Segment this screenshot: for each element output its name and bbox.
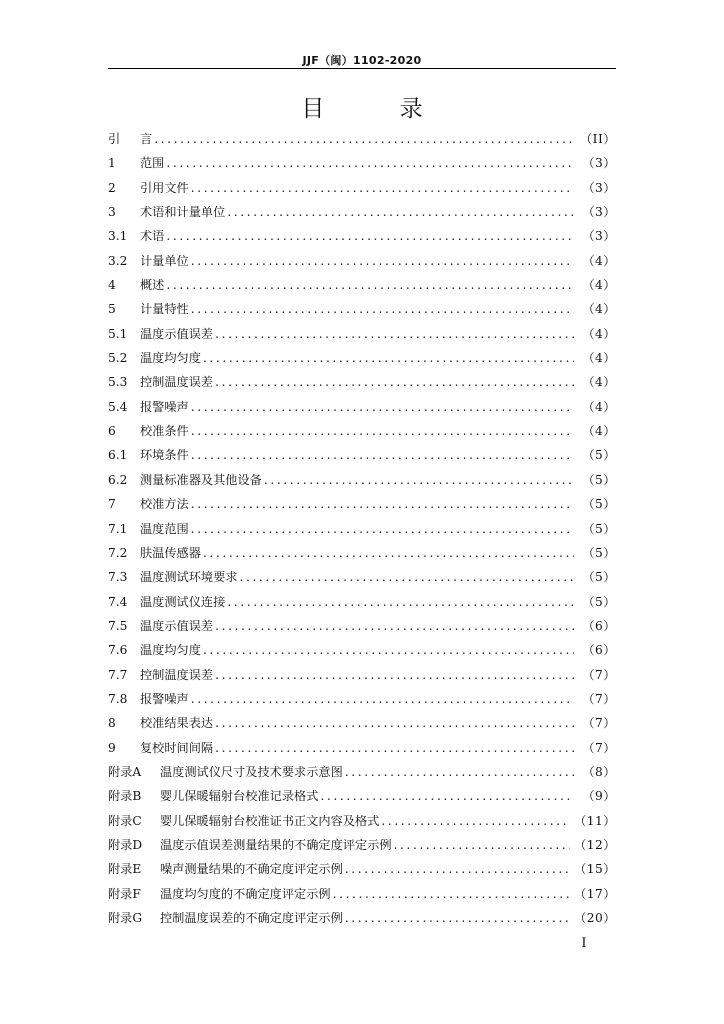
toc-entry-title: 概述 [140, 278, 165, 293]
toc-entry-page: （5） [582, 545, 616, 560]
toc-dot-leader [215, 736, 574, 760]
toc-entry-number: 3.2 [108, 253, 128, 268]
toc-entry[interactable] [108, 833, 616, 857]
toc-dot-leader [191, 517, 574, 541]
toc-entry-page: （6） [582, 643, 616, 658]
toc-entry-number: 6.1 [108, 448, 128, 463]
toc-entry-number: 附录G [108, 911, 143, 925]
toc-entry-number: 附录F [108, 886, 141, 901]
toc-entry-page: （11） [574, 813, 616, 828]
toc-entry-title: 测量标准器及其他设备 [140, 472, 262, 487]
toc-entry[interactable] [108, 200, 616, 224]
toc-entry-number: 7.1 [108, 521, 128, 536]
toc-entry-number: 5.4 [108, 399, 128, 414]
toc-entry-title: 温度示值误差测量结果的不确定度评定示例 [160, 837, 392, 852]
toc-entry[interactable] [108, 882, 616, 906]
toc-dot-leader [203, 541, 574, 565]
toc-entry[interactable] [108, 249, 616, 273]
toc-dot-leader [191, 419, 574, 443]
toc-entry-page: （4） [582, 399, 616, 414]
toc-entry-title: 范围 [140, 156, 165, 171]
toc-entry-title: 温度均匀度 [140, 643, 201, 658]
toc-entry-title: 计量单位 [140, 253, 189, 268]
toc-entry-title: 校准条件 [140, 424, 189, 439]
toc-entry-number: 7.7 [108, 667, 128, 682]
toc-entry[interactable] [108, 687, 616, 711]
toc-entry-number: 7.5 [108, 618, 128, 633]
toc-dot-leader [215, 614, 574, 638]
toc-entry-title: 温度均匀度 [140, 351, 201, 366]
toc-dot-leader [345, 760, 574, 784]
toc-entry-number: 5.3 [108, 375, 128, 390]
toc-entry-page: （4） [582, 351, 616, 366]
toc-entry-page: （7） [582, 740, 616, 755]
toc-dot-leader [333, 882, 570, 906]
toc-entry[interactable] [108, 443, 616, 467]
toc-dot-leader [345, 857, 570, 881]
toc-dot-leader [215, 711, 574, 735]
toc-dot-leader [345, 906, 570, 930]
toc-entry-title: 温度测试仪连接 [140, 594, 226, 609]
toc-dot-leader [191, 297, 574, 321]
toc-entry-page: （3） [582, 156, 616, 171]
toc-entry-title: 温度示值误差 [140, 618, 214, 633]
toc-entry-title: 肤温传感器 [140, 545, 201, 560]
toc-entry[interactable] [108, 565, 616, 589]
toc-entry-page: （7） [582, 716, 616, 731]
toc-entry-page: （5） [582, 521, 616, 536]
toc-entry[interactable] [108, 906, 616, 930]
toc-entry[interactable] [108, 857, 616, 881]
toc-entry-title: 计量特性 [140, 302, 189, 317]
toc-entry-page: （4） [582, 326, 616, 341]
toc-dot-leader [227, 590, 574, 614]
toc-entry-page: （5） [582, 594, 616, 609]
toc-entry-number: 附录B [108, 789, 142, 804]
toc-dot-leader [191, 249, 574, 273]
toc-dot-leader [191, 176, 574, 200]
toc-entry-number: 附录C [108, 813, 142, 828]
document-code-header: JJF（闽）1102-2020 [302, 54, 422, 67]
toc-entry[interactable] [108, 419, 616, 443]
toc-entry-page: （5） [582, 497, 616, 512]
toc-entry-number: 7.4 [108, 594, 128, 609]
toc-entry[interactable] [108, 541, 616, 565]
toc-entry[interactable] [108, 492, 616, 516]
toc-entry[interactable] [108, 224, 616, 248]
toc-entry-title: 婴儿保暖辐射台校准证书正文内容及格式 [160, 813, 380, 828]
toc-entry-number: 5.2 [108, 351, 128, 366]
toc-dot-leader [191, 687, 574, 711]
toc-entry-page: （5） [582, 472, 616, 487]
toc-entry-page: （7） [582, 691, 616, 706]
toc-entry-page: （4） [582, 375, 616, 390]
toc-dot-leader [166, 273, 574, 297]
toc-entry-number: 9 [108, 740, 116, 755]
toc-entry[interactable] [108, 322, 616, 346]
toc-entry-title: 复校时间间隔 [140, 740, 214, 755]
toc-entry-page: （3） [582, 229, 616, 244]
toc-entry[interactable] [108, 663, 616, 687]
toc-entry-page: （12） [574, 837, 616, 852]
toc-entry-number: 附录E [108, 862, 142, 877]
toc-entry-title: 报警噪声 [140, 691, 189, 706]
toc-entry-title: 控制温度误差的不确定度评定示例 [160, 911, 343, 925]
toc-entry-number: 6.2 [108, 472, 128, 487]
toc-entry[interactable] [108, 273, 616, 297]
toc-entry-page: （3） [582, 205, 616, 220]
toc-entry-page: （5） [582, 448, 616, 463]
toc-entry-number: 1 [108, 156, 116, 171]
toc-entry-number: 5.1 [108, 326, 128, 341]
toc-entry-number: 附录D [108, 837, 143, 852]
toc-entry-number: 6 [108, 424, 116, 439]
toc-entry[interactable] [108, 395, 616, 419]
toc-dot-leader [394, 833, 571, 857]
toc-entry-page: （4） [582, 424, 616, 439]
toc-dot-leader [215, 663, 574, 687]
toc-entry[interactable] [108, 370, 616, 394]
toc-entry-page: （8） [582, 764, 616, 779]
toc-dot-leader [215, 370, 574, 394]
toc-dot-leader [191, 492, 574, 516]
toc-entry-number: 2 [108, 180, 116, 195]
toc-entry-page: （4） [582, 278, 616, 293]
toc-entry-title: 婴儿保暖辐射台校准记录格式 [160, 789, 319, 804]
toc-entry[interactable] [108, 760, 616, 784]
toc-entry-title: 温度均匀度的不确定度评定示例 [160, 886, 331, 901]
toc-dot-leader [154, 127, 574, 151]
toc-entry[interactable] [108, 297, 616, 321]
toc-dot-leader [203, 638, 574, 662]
toc-entry-number: 5 [108, 302, 116, 317]
toc-entry-title: 言 [140, 132, 153, 146]
toc-entry-page: （4） [582, 253, 616, 268]
toc-entry-title: 温度范围 [140, 521, 189, 536]
toc-entry-title: 校准结果表达 [140, 716, 214, 731]
toc-entry-title: 噪声测量结果的不确定度评定示例 [160, 862, 343, 877]
table-of-contents [108, 127, 616, 930]
toc-entry-page: （4） [582, 302, 616, 317]
toc-entry-page: （9） [582, 789, 616, 804]
header-rule [108, 68, 616, 69]
toc-entry-page: （7） [582, 667, 616, 682]
toc-dot-leader [320, 784, 574, 808]
toc-entry-title: 校准方法 [140, 497, 189, 512]
toc-entry-title: 温度示值误差 [140, 326, 214, 341]
toc-entry-title: 温度测试仪尺寸及技术要求示意图 [160, 764, 343, 779]
toc-entry-number: 7.6 [108, 643, 128, 658]
toc-entry-number: 3 [108, 205, 116, 220]
toc-entry[interactable] [108, 517, 616, 541]
toc-dot-leader [166, 224, 574, 248]
toc-entry-number: 3.1 [108, 229, 128, 244]
toc-dot-leader [166, 151, 574, 175]
toc-entry-number: 4 [108, 278, 116, 293]
toc-entry[interactable] [108, 468, 616, 492]
toc-entry-page: （20） [574, 911, 616, 925]
toc-entry[interactable] [108, 176, 616, 200]
toc-entry[interactable] [108, 711, 616, 735]
toc-entry-page: （15） [574, 862, 616, 877]
toc-entry-page: （6） [582, 618, 616, 633]
toc-dot-leader [227, 200, 574, 224]
toc-entry-title: 控制温度误差 [140, 375, 214, 390]
toc-dot-leader [215, 322, 574, 346]
toc-entry-number: 8 [108, 716, 116, 731]
toc-entry-number: 附录A [108, 764, 142, 779]
toc-dot-leader [240, 565, 575, 589]
toc-entry[interactable] [108, 590, 616, 614]
toc-dot-leader [191, 443, 574, 467]
toc-entry-number: 7.2 [108, 545, 128, 560]
page-number: I [581, 936, 587, 951]
toc-dot-leader [264, 468, 574, 492]
toc-dot-leader [203, 346, 574, 370]
toc-dot-leader [381, 809, 570, 833]
toc-entry-page: （17） [574, 886, 616, 901]
toc-entry-title: 控制温度误差 [140, 667, 214, 682]
toc-entry[interactable] [108, 736, 616, 760]
toc-entry-number: 7 [108, 497, 116, 512]
toc-entry-title: 报警噪声 [140, 399, 189, 414]
toc-entry[interactable] [108, 127, 616, 151]
toc-entry[interactable] [108, 151, 616, 175]
toc-entry[interactable] [108, 346, 616, 370]
toc-entry[interactable] [108, 638, 616, 662]
toc-entry-page: （5） [582, 570, 616, 585]
toc-entry-page: （II） [579, 132, 616, 146]
toc-entry-number: 7.8 [108, 691, 128, 706]
toc-entry-number: 引 [108, 132, 121, 146]
toc-entry-page: （3） [582, 180, 616, 195]
toc-entry[interactable] [108, 614, 616, 638]
toc-entry-title: 引用文件 [140, 180, 189, 195]
toc-entry-title: 环境条件 [140, 448, 189, 463]
toc-entry-title: 术语和计量单位 [140, 205, 226, 220]
toc-entry-title: 温度测试环境要求 [140, 570, 238, 585]
toc-entry-title: 术语 [140, 229, 165, 244]
toc-entry-number: 7.3 [108, 570, 128, 585]
toc-dot-leader [191, 395, 574, 419]
page-title: 目 录 [301, 96, 457, 122]
toc-entry[interactable] [108, 809, 616, 833]
toc-entry[interactable] [108, 784, 616, 808]
